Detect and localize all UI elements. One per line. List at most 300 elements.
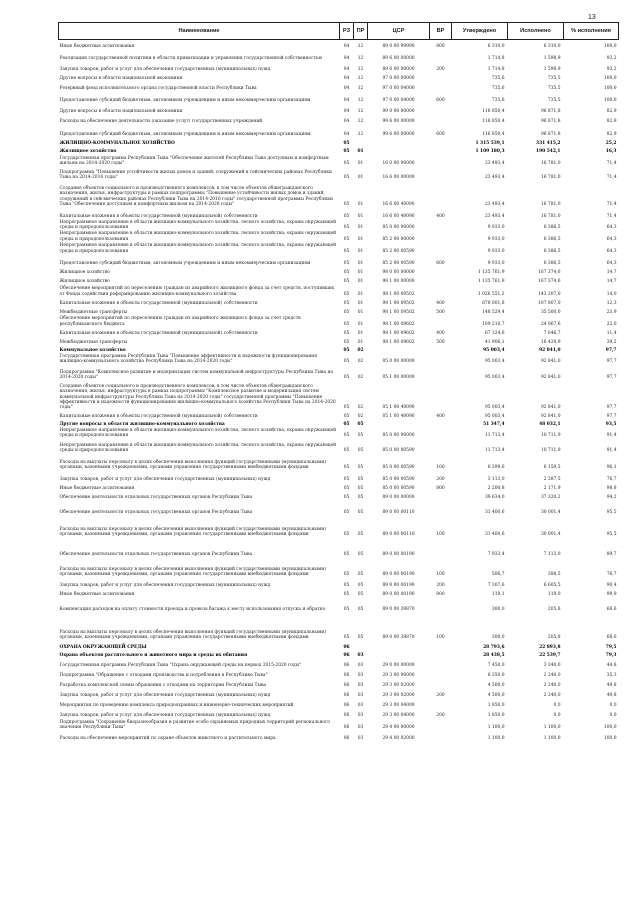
row-pr: 12	[357, 86, 364, 92]
row-executed: 30 001,4	[540, 510, 561, 516]
row-rz: 05	[343, 347, 350, 353]
row-vr: 200	[436, 583, 445, 589]
row-vr	[430, 651, 452, 659]
row-vr: 800	[436, 592, 445, 598]
row-vr: 200	[436, 713, 445, 719]
row-vr	[430, 284, 452, 297]
row-csr: 89 6 00 00000	[382, 56, 415, 62]
row-pr: 05	[357, 532, 364, 538]
row-approved: 28 793,6	[483, 645, 505, 651]
row-name: Расходы на выплаты персоналу в целях обеспечения выполнения функций государственными (муниципальными) органами, казенными учреждениями, органами управления государственными внебюджетными фондами	[59, 630, 326, 641]
row-executed: 735,5	[547, 86, 561, 92]
row-pr: 01	[357, 269, 364, 275]
row-name: Закупка товаров, работ и услуг для обеспечения государственных (муниципальных) нужд	[59, 477, 271, 483]
row-name: Непрограммное направление в области жилищно-коммунального хозяйства, лесного хозяйства, охраны окружающей среды и природопользования	[59, 231, 337, 242]
row-executed: 92 841,0	[539, 347, 561, 353]
row-percent: 93,5	[605, 421, 617, 427]
row-name: Расходы на выплаты персоналу в целях обеспечения выполнения функций государственными (муниципальными) органами, казенными учреждениями, органами управления государственными внебюджетными фондами	[59, 567, 326, 578]
row-rz: 05	[343, 583, 350, 589]
row-name: Жилищное хозяйство	[59, 269, 110, 275]
table-row	[59, 166, 619, 180]
row-approved: 9 933,0	[487, 225, 505, 231]
row-rz: 05	[343, 358, 350, 364]
row-vr	[430, 699, 452, 709]
row-percent: 0,0	[609, 713, 617, 719]
row-pr: 03	[357, 683, 364, 689]
row-pr: 03	[357, 713, 364, 719]
row-name: Жилищное хозяйство	[59, 278, 110, 284]
row-name: Создание объектов социального и производственного комплексов, в том числе объектов общегражданского назначения, жилья, инфраструктуры в рамках подпрограммы "Комплексное развитие и модернизация систем коммунальной инфраструктуры Республики Тыва на 2014-2020 годы" государственной программы "Повышение эффективности и надежности функционирования жилищно-коммунального хозяйства Республики Тыва на 2014-2020 годы"	[59, 384, 336, 410]
row-vr	[430, 180, 452, 207]
row-csr: 98 1 00 09502	[382, 291, 415, 297]
row-pr: 01	[357, 174, 364, 180]
row-vr	[430, 501, 452, 516]
row-csr: 98 1 00 09502	[382, 300, 415, 306]
row-percent: 49,8	[606, 683, 617, 689]
row-pr: 05	[357, 510, 364, 516]
row-vr	[430, 419, 452, 427]
row-name: Государственная программа Республики Тыва "Охрана окружающей среды на период 2015-2020 годы"	[59, 663, 302, 669]
row-approved: 1 850,0	[487, 703, 505, 709]
row-pr: 01	[357, 300, 364, 306]
row-vr	[430, 731, 452, 742]
row-percent: 39,2	[606, 339, 617, 345]
row-vr	[430, 82, 452, 92]
row-executed: 2 171,9	[543, 486, 561, 492]
row-name: Обеспечение мероприятий по переселению граждан из аварийного жилищного фонда за счет средств республиканского бюджета	[59, 316, 301, 327]
row-percent: 100,0	[603, 44, 617, 50]
row-name: Расходы на обеспечение деятельности (оказание услуг) государственных учреждений	[59, 119, 263, 125]
row-csr: 85 0 00 00590	[382, 486, 415, 492]
row-name: Предоставление субсидий бюджетным, автономным учреждениям и иным некоммерческим организациям	[59, 132, 311, 138]
row-pr: 05	[357, 477, 364, 483]
row-csr	[368, 147, 430, 155]
row-pr: 01	[357, 291, 364, 297]
row-vr	[430, 380, 452, 410]
row-pr: 05	[357, 421, 364, 427]
row-pr: 02	[357, 413, 364, 419]
row-name: Жилищное хозяйство	[59, 149, 117, 155]
row-percent: 64,3	[606, 236, 617, 242]
row-csr: 89 0 00 00190	[382, 592, 415, 598]
row-rz: 05	[343, 160, 350, 166]
row-vr: 100	[436, 635, 445, 641]
row-approved: 1 109 180,3	[475, 149, 505, 155]
row-approved: 7 307,6	[487, 583, 505, 589]
table-row	[59, 427, 619, 438]
table-header-row	[59, 23, 619, 40]
row-csr: 85 0 00 00000	[382, 433, 415, 439]
table-row	[59, 40, 619, 50]
row-executed: 331 415,2	[536, 141, 561, 147]
row-vr	[430, 641, 452, 651]
row-approved: 1 100,0	[487, 725, 505, 731]
row-pr: 01	[357, 309, 364, 315]
row-vr	[430, 345, 452, 353]
row-percent: 49,8	[606, 693, 617, 699]
table-row	[59, 516, 619, 538]
row-name: Подпрограмма "Комплексное развитие и модернизация систем коммунальной инфраструктуры Республики Тыва на 2014-2020 годы"	[59, 369, 333, 380]
row-pr: 12	[357, 44, 364, 50]
row-csr: 89 0 00 39870	[382, 607, 415, 613]
row-vr: 100	[436, 572, 445, 578]
table-row	[59, 689, 619, 699]
row-percent: 100,0	[603, 736, 617, 742]
row-pr: 05	[357, 495, 364, 501]
row-approved: 109 210,7	[482, 321, 505, 327]
row-percent: 91,4	[606, 433, 617, 439]
row-percent: 90,4	[606, 583, 617, 589]
table-row	[59, 254, 619, 266]
row-executed: 92 841,0	[540, 358, 561, 364]
row-pr: 02	[357, 404, 364, 410]
row-approved: 119,1	[491, 592, 505, 598]
row-approved: 1 714,8	[487, 56, 505, 62]
row-vr	[430, 679, 452, 689]
table-row	[59, 155, 619, 166]
row-csr: 99 6 00 00000	[382, 119, 415, 125]
row-csr: 29 0 00 00000	[382, 663, 415, 669]
row-approved: 23 493,4	[484, 174, 505, 180]
row-percent: 23,9	[606, 309, 617, 315]
row-pr	[354, 138, 368, 147]
row-approved: 1 714,8	[487, 67, 505, 73]
row-executed: 22 893,8	[539, 645, 561, 651]
row-percent: 96,1	[606, 465, 617, 471]
row-pr: 05	[357, 448, 364, 454]
row-name: Охрана объектов растительного и животного мира и среды их обитания	[59, 653, 248, 659]
row-vr	[430, 315, 452, 327]
row-pr: 03	[357, 673, 364, 679]
row-name: Предоставление субсидий бюджетным, автономным учреждениям и иным некоммерческим организациям	[59, 260, 311, 266]
row-pr: 01	[357, 236, 364, 242]
row-vr: 100	[436, 465, 445, 471]
row-vr: 400	[436, 413, 445, 419]
row-name: Непрограммное направление в области жилищно-коммунального хозяйства, лесного хозяйства, охраны окружающей среды и природопользования	[59, 219, 337, 231]
row-vr	[430, 242, 452, 254]
row-approved: 4 500,0	[487, 683, 505, 689]
row-rz: 04	[343, 67, 350, 73]
row-executed: 205,8	[547, 607, 561, 613]
row-executed: 30 001,4	[540, 532, 561, 538]
table-row	[59, 669, 619, 679]
row-pr	[354, 641, 368, 651]
table-row	[59, 454, 619, 471]
row-approved: 116 850,4	[482, 132, 505, 138]
table-row	[59, 50, 619, 62]
row-approved: 7 450,0	[487, 663, 505, 669]
row-rz: 05	[343, 421, 350, 427]
row-executed: 7 113,0	[543, 552, 561, 558]
row-name: ЖИЛИЩНО-КОММУНАЛЬНОЕ ХОЗЯЙСТВО	[59, 141, 175, 147]
table-row	[59, 180, 619, 207]
row-executed: 2 240,0	[543, 673, 561, 679]
row-rz: 05	[343, 552, 350, 558]
table-row	[59, 230, 619, 241]
row-approved: 735,6	[491, 86, 505, 92]
row-name: Расходы на выплаты персоналу в целях обеспечения выполнения функций государственными (муниципальными) органами, казенными учреждениями, органами управления государственными внебюджетными фондами	[59, 460, 326, 471]
row-pr: 05	[357, 486, 364, 492]
row-pr: 05	[357, 572, 364, 578]
row-percent: 100,0	[603, 98, 617, 104]
row-executed: 22 539,7	[539, 653, 561, 659]
row-percent: 100,0	[603, 86, 617, 92]
row-percent: 97,7	[606, 358, 617, 364]
row-vr: 200	[436, 693, 445, 699]
row-approved: 23 493,4	[484, 160, 505, 166]
row-rz: 05	[343, 465, 350, 471]
row-vr	[430, 230, 452, 241]
table-row	[59, 651, 619, 659]
row-rz: 05	[343, 201, 350, 207]
row-name: Непрограммное направление в области жилищно-коммунального хозяйства, лесного хозяйства, охраны окружающей среды и природопользования	[59, 428, 337, 439]
row-executed: 1 598,9	[543, 67, 561, 73]
row-rz: 05	[343, 404, 350, 410]
row-name: Непрограммное направление в области жилищно-коммунального хозяйства, лесного хозяйства, охраны окружающей среды и природопользования	[59, 443, 337, 454]
row-percent: 97,7	[606, 404, 617, 410]
header-name: Наименование	[59, 23, 340, 40]
table-row	[59, 353, 619, 364]
row-name: Межбюджетные трансферты	[59, 339, 128, 345]
row-name: ОХРАНА ОКРУЖАЮЩЕЙ СРЕДЫ	[59, 645, 147, 651]
row-csr: 29 3 00 02000	[382, 693, 415, 699]
row-approved: 735,6	[491, 98, 505, 104]
header-approved: Утверждено	[452, 23, 508, 40]
row-approved: 6 399,6	[487, 465, 505, 471]
row-executed: 107 807,0	[538, 300, 561, 306]
row-pr: 12	[357, 67, 364, 73]
row-rz: 05	[343, 572, 350, 578]
row-executed: 2 240,0	[543, 683, 561, 689]
row-vr: 400	[436, 213, 445, 219]
row-vr	[430, 492, 452, 501]
row-percent: 12,3	[606, 300, 617, 306]
row-approved: 116 850,4	[482, 109, 505, 115]
row-rz: 05	[343, 309, 350, 315]
row-pr: 01	[357, 330, 364, 336]
row-name: Обеспечение деятельности отдельных государственных органов Республики Тыва	[59, 552, 253, 558]
row-executed: 388,5	[547, 572, 561, 578]
row-percent: 0,0	[609, 703, 617, 709]
row-percent: 71,4	[606, 213, 617, 219]
row-executed: 6 386,5	[543, 236, 561, 242]
table-row	[59, 483, 619, 492]
row-rz: 05	[343, 248, 350, 254]
row-percent: 68,6	[606, 607, 617, 613]
row-approved: 878 001,8	[482, 300, 505, 306]
row-vr	[430, 439, 452, 454]
row-vr: 500	[436, 339, 445, 345]
row-percent: 82,9	[606, 132, 617, 138]
row-approved: 23 493,4	[484, 213, 505, 219]
row-percent: 79,3	[605, 653, 617, 659]
row-vr	[430, 275, 452, 284]
table-row	[59, 613, 619, 641]
table-row	[59, 138, 619, 147]
row-name: Коммунальное хозяйство	[59, 347, 126, 353]
row-rz: 06	[343, 645, 350, 651]
row-name: Другие вопросы в области национальной экономики	[59, 109, 183, 115]
row-csr: 89 0 00 99990	[382, 44, 415, 50]
row-csr: 29 3 00 04000	[382, 703, 415, 709]
row-pr: 01	[357, 260, 364, 266]
row-rz: 06	[343, 703, 350, 709]
row-executed: 3 340,0	[543, 663, 561, 669]
row-csr: 29 3 00 02000	[382, 683, 415, 689]
row-percent: 35,3	[606, 673, 617, 679]
row-csr: 85 2 00 00000	[382, 236, 415, 242]
row-approved: 41 906,1	[484, 339, 505, 345]
row-executed: 92 841,0	[540, 413, 561, 419]
header-vr: ВР	[430, 23, 452, 40]
row-percent: 71,4	[606, 160, 617, 166]
row-executed: 35 500,0	[540, 309, 561, 315]
row-executed: 205,8	[547, 635, 561, 641]
row-vr	[430, 147, 452, 155]
row-rz: 05	[343, 413, 350, 419]
row-rz: 05	[343, 260, 350, 266]
row-executed: 16 781,0	[540, 174, 561, 180]
row-csr: 89 0 00 00190	[382, 552, 415, 558]
row-pr: 02	[357, 347, 364, 353]
row-percent: 93,2	[606, 67, 617, 73]
row-name: Государственная программа Республики Тыва "Повышение эффективности и надежности функционирования жилищно-коммунального хозяйства Республики Тыва на 2014-2020 годы"	[59, 353, 317, 364]
row-rz: 05	[343, 330, 350, 336]
row-executed: 0,0	[553, 713, 561, 719]
row-pr: 01	[357, 201, 364, 207]
row-percent: 76,7	[606, 477, 617, 483]
row-executed: 92 841,0	[540, 404, 561, 410]
row-csr: 85 0 00 00590	[382, 477, 415, 483]
row-executed: 24 067,6	[540, 321, 561, 327]
row-rz: 04	[343, 109, 350, 115]
row-rz: 05	[343, 592, 350, 598]
row-vr: 600	[436, 260, 445, 266]
row-vr	[430, 364, 452, 380]
row-pr: 05	[357, 583, 364, 589]
table-row	[59, 719, 619, 731]
row-vr	[430, 155, 452, 166]
table-row	[59, 709, 619, 719]
row-name: Расходы на выплаты персоналу в целях обеспечения выполнения функций государственными (муниципальными) органами, казенными учреждениями, органами управления государственными внебюджетными фондами	[59, 527, 326, 538]
row-executed: 92 841,0	[540, 374, 561, 380]
row-name: Создание объектов социального и производственного комплексов, в том числе объектов общегражданского назначения, жилья, инфраструктуры в рамках подпрограммы "Повышение устойчивости жилых домов и зданий, сооружений в сейсмических районах Республики Тыва на 2014-2016 годы" государственной программы Республики Тыва "Обеспечение доступным и комфортным жильем на 2014-2020 годы"	[59, 186, 333, 207]
row-csr: 89 6 00 00000	[382, 67, 415, 73]
row-csr: 05 1 00 40090	[382, 413, 415, 419]
row-percent: 64,3	[606, 225, 617, 231]
row-rz: 05	[343, 291, 350, 297]
row-name: Закупка товаров, работ и услуг для обеспечения государственных (муниципальных) нужд	[59, 693, 271, 699]
row-rz: 05	[343, 213, 350, 219]
row-csr: 89 0 00 00110	[382, 532, 415, 538]
row-rz: 04	[343, 119, 350, 125]
row-rz: 06	[343, 653, 350, 659]
table-row	[59, 284, 619, 297]
row-percent: 82,9	[606, 119, 617, 125]
row-approved: 1 850,0	[487, 713, 505, 719]
row-pr: 12	[357, 56, 364, 62]
row-pr: 05	[357, 635, 364, 641]
row-executed: 10 711,9	[540, 448, 561, 454]
row-name: Подпрограмма "Сохранение биоразнообразия и развитие особо охраняемых природных территорий регионального значения Республики Тыва"	[59, 720, 331, 731]
row-approved: 4 500,0	[487, 693, 505, 699]
row-rz: 05	[343, 433, 350, 439]
row-approved: 148 529,4	[482, 309, 505, 315]
row-executed: 167 374,6	[538, 269, 561, 275]
row-percent: 64,3	[606, 248, 617, 254]
row-pr: 01	[357, 321, 364, 327]
row-executed: 167 374,6	[538, 278, 561, 284]
row-name: Предоставление субсидий бюджетным, автономным учреждениям и иным некоммерческим организациям	[59, 98, 311, 104]
row-rz: 06	[343, 663, 350, 669]
row-csr: 16 6 00 40090	[382, 201, 415, 207]
table-row	[59, 147, 619, 155]
row-rz: 05	[343, 269, 350, 275]
row-rz: 05	[343, 448, 350, 454]
row-percent: 98,8	[606, 486, 617, 492]
row-pr: 03	[357, 725, 364, 731]
row-rz: 04	[343, 76, 350, 82]
row-percent: 25,2	[605, 141, 617, 147]
row-vr	[430, 427, 452, 438]
row-csr: 89 0 00 00190	[382, 583, 415, 589]
row-pr: 12	[357, 76, 364, 82]
row-pr: 05	[357, 592, 364, 598]
table-row	[59, 641, 619, 651]
table-row	[59, 699, 619, 709]
row-executed: 6 386,5	[543, 248, 561, 254]
row-percent: 95,5	[606, 532, 617, 538]
row-vr	[430, 166, 452, 180]
row-percent: 14,7	[606, 269, 617, 275]
table-row	[59, 207, 619, 219]
row-approved: 23 493,4	[484, 201, 505, 207]
row-vr: 800	[436, 44, 445, 50]
row-approved: 1 026 551,2	[477, 291, 505, 297]
row-approved: 28 438,5	[483, 653, 505, 659]
table-row	[59, 327, 619, 336]
row-approved: 7 933,4	[487, 552, 505, 558]
row-name: Резервный фонд исполнительного органа государственной власти Республики Тыва	[59, 86, 257, 92]
row-rz: 05	[343, 532, 350, 538]
row-csr: 85 0 00 00590	[382, 448, 415, 454]
row-vr: 600	[436, 98, 445, 104]
row-approved: 300,0	[491, 635, 505, 641]
row-percent: 22,0	[606, 321, 617, 327]
row-name: Другие вопросы в области национальной экономики	[59, 76, 183, 82]
row-percent: 16,3	[605, 149, 617, 155]
table-row	[59, 73, 619, 82]
row-approved: 9 933,0	[487, 248, 505, 254]
row-name: Закупка товаров, работ и услуг для обеспечения государственных (муниципальных) нужд	[59, 583, 271, 589]
row-pr: 01	[357, 278, 364, 284]
row-executed: 6 386,5	[543, 260, 561, 266]
row-executed: 96 871,8	[540, 119, 561, 125]
row-executed: 6 159,5	[543, 465, 561, 471]
row-name: Другие вопросы в области жилищно-коммунального хозяйства	[59, 421, 225, 427]
row-csr: 98 0 00 00000	[382, 269, 415, 275]
row-rz: 05	[343, 236, 350, 242]
row-approved: 1 135 761,9	[477, 278, 505, 284]
row-rz: 05	[343, 300, 350, 306]
row-vr	[430, 115, 452, 125]
header-executed: Исполнено	[508, 23, 564, 40]
row-csr	[368, 651, 430, 659]
row-approved: 95 003,4	[484, 413, 505, 419]
row-approved: 506,7	[491, 572, 505, 578]
row-approved: 3 113,0	[487, 477, 505, 483]
row-name: Реализация государственной политики в области приватизации и управления государственной собственностью	[59, 56, 323, 62]
